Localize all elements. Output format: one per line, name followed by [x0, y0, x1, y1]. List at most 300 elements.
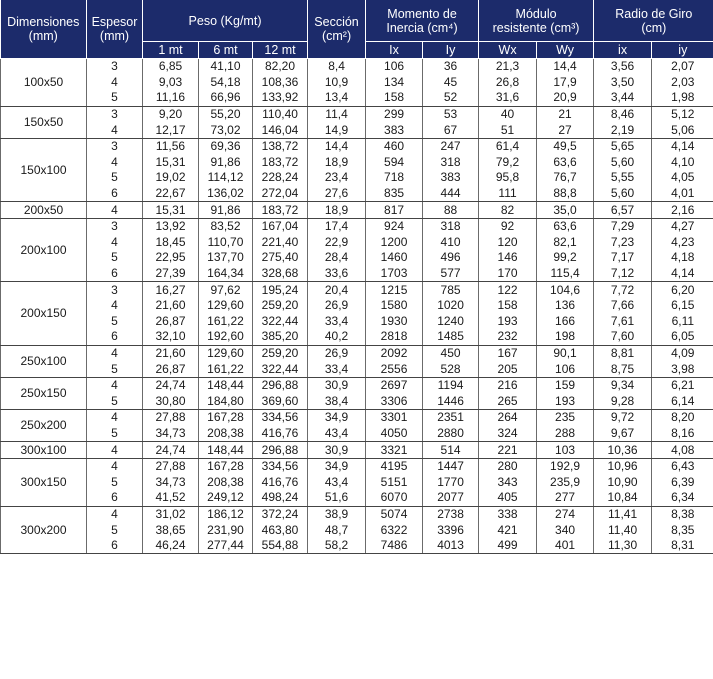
table-cell: 3301	[366, 410, 423, 426]
table-cell: 4	[87, 202, 143, 219]
table-cell: 184,80	[199, 393, 253, 409]
table-cell: 48,7	[308, 522, 366, 538]
table-cell: 4	[87, 155, 143, 171]
table-cell: 5151	[366, 474, 423, 490]
table-cell: 1,98	[652, 90, 713, 106]
table-cell: 4,09	[671, 345, 695, 360]
table-cell: 5,65	[594, 138, 652, 154]
table-cell: 27	[537, 122, 594, 138]
table-cell: 198	[537, 329, 594, 345]
table-cell: 4050	[366, 426, 423, 442]
table-cell: 205	[479, 361, 537, 377]
table-cell: 13,92	[143, 218, 199, 234]
dimension-cell: 150x100	[1, 138, 87, 201]
table-cell: 133,92	[253, 90, 308, 106]
table-row	[1, 235, 713, 251]
table-cell: 1485	[423, 329, 479, 345]
table-cell: 24,74	[143, 377, 199, 393]
table-cell: 817	[366, 202, 423, 219]
table-cell: 8,35	[671, 522, 695, 537]
header-inercia: Momento de Inercia (cm⁴)	[366, 0, 479, 42]
table-cell: 4,14	[671, 139, 695, 154]
table-cell: 17,9	[537, 75, 594, 91]
table-cell: 334,56	[253, 410, 308, 426]
table-cell: 58,2	[308, 538, 366, 554]
table-cell: 23,4	[308, 170, 366, 186]
table-cell: 8,20	[671, 410, 695, 425]
table-cell: 4	[87, 506, 143, 522]
table-cell: 82,20	[253, 59, 308, 75]
table-cell: 4	[87, 377, 143, 393]
table-cell: 120	[479, 235, 537, 251]
table-cell: 18,9	[308, 202, 366, 219]
table-cell: 4	[87, 345, 143, 361]
table-cell: 7,12	[594, 266, 652, 282]
table-cell: 6,39	[671, 474, 695, 489]
table-cell: 8,31	[652, 538, 713, 554]
table-cell: 4013	[423, 538, 479, 554]
table-cell: 167,28	[199, 410, 253, 426]
table-cell: 4,08	[652, 442, 713, 459]
table-cell: 328,68	[253, 266, 308, 282]
header-peso-12mt: 12 mt	[253, 42, 308, 59]
table-cell: 444	[423, 186, 479, 202]
table-cell: 28,4	[308, 250, 366, 266]
table-cell: 79,2	[479, 155, 537, 171]
header-peso-1mt: 1 mt	[143, 42, 199, 59]
table-cell: 67	[423, 122, 479, 138]
table-cell: 14,9	[308, 122, 366, 138]
table-cell: 26,87	[143, 361, 199, 377]
table-cell: 1200	[366, 235, 423, 251]
table-cell: 9,03	[143, 75, 199, 91]
table-cell: 385,20	[253, 329, 308, 345]
table-cell: 334,56	[253, 458, 308, 474]
dimension-cell: 100x50	[1, 59, 87, 107]
table-cell: 221,40	[253, 235, 308, 251]
table-cell: 82	[479, 202, 537, 219]
table-cell: 103	[537, 442, 594, 459]
table-cell: 3	[87, 138, 143, 154]
table-cell: 45	[423, 75, 479, 91]
dimension-cell: 250x200	[1, 410, 87, 442]
table-cell: 7,29	[594, 218, 652, 234]
table-cell: 4,01	[652, 186, 713, 202]
table-cell: 4,18	[671, 250, 695, 265]
table-cell: 11,40	[594, 522, 652, 538]
table-cell: 183,72	[253, 202, 308, 219]
table-cell: 5,60	[594, 186, 652, 202]
table-cell: 1194	[423, 377, 479, 393]
table-cell: 19,02	[143, 170, 199, 186]
table-cell: 38,4	[308, 393, 366, 409]
table-cell: 1446	[423, 393, 479, 409]
header-espesor: Espesor (mm)	[87, 0, 143, 59]
table-cell: 5	[87, 522, 143, 538]
table-cell: 5074	[366, 506, 423, 522]
table-cell: 322,44	[253, 361, 308, 377]
table-cell: 528	[423, 361, 479, 377]
table-cell: 167,28	[199, 458, 253, 474]
table-row	[1, 345, 713, 361]
table-cell: 2351	[423, 410, 479, 426]
table-cell: 6,34	[652, 490, 713, 506]
table-cell: 20,4	[308, 282, 366, 298]
table-cell: 1240	[423, 314, 479, 330]
table-cell: 9,72	[594, 410, 652, 426]
table-cell: 13,4	[308, 90, 366, 106]
table-row	[1, 329, 713, 345]
header-radio: Radio de Giro (cm)	[594, 0, 713, 42]
table-cell: 43,4	[308, 474, 366, 490]
table-cell: 7,66	[594, 298, 652, 314]
table-cell: 43,4	[308, 426, 366, 442]
table-cell: 14,4	[537, 59, 594, 75]
table-cell: 193	[537, 393, 594, 409]
table-cell: 924	[366, 218, 423, 234]
table-cell: 73,02	[199, 122, 253, 138]
table-cell: 14,4	[308, 138, 366, 154]
table-cell: 34,73	[143, 474, 199, 490]
table-cell: 111	[479, 186, 537, 202]
table-cell: 51	[479, 122, 537, 138]
table-cell: 148,44	[199, 377, 253, 393]
table-cell: 88	[423, 202, 479, 219]
table-cell: 170	[479, 266, 537, 282]
table-cell: 99,2	[537, 250, 594, 266]
table-cell: 577	[423, 266, 479, 282]
table-cell: 137,70	[199, 250, 253, 266]
table-cell: 9,34	[594, 377, 652, 393]
table-cell: 5	[87, 393, 143, 409]
table-cell: 835	[366, 186, 423, 202]
table-cell: 235	[537, 410, 594, 426]
table-cell: 129,60	[199, 298, 253, 314]
table-cell: 228,24	[253, 170, 308, 186]
table-cell: 38,9	[308, 506, 366, 522]
table-cell: 594	[366, 155, 423, 171]
header-ix: Ix	[366, 42, 423, 59]
table-cell: 30,80	[143, 393, 199, 409]
header-peso: Peso (Kg/mt)	[143, 0, 308, 42]
table-cell: 5,60	[594, 155, 652, 171]
table-row	[1, 155, 713, 171]
table-cell: 6,20	[671, 282, 695, 297]
table-row	[1, 186, 713, 202]
table-cell: 32,10	[143, 329, 199, 345]
table-cell: 1020	[423, 298, 479, 314]
table-cell: 3,98	[652, 361, 713, 377]
table-cell: 49,5	[537, 138, 594, 154]
table-cell: 1930	[366, 314, 423, 330]
table-cell: 8,38	[671, 506, 695, 521]
table-cell: 27,39	[143, 266, 199, 282]
table-row	[1, 282, 713, 298]
table-cell: 247	[423, 138, 479, 154]
table-cell: 4	[87, 298, 143, 314]
table-cell: 2818	[366, 329, 423, 345]
table-row	[1, 538, 713, 554]
table-cell: 33,4	[308, 361, 366, 377]
table-cell: 15,31	[143, 202, 199, 219]
table-cell: 514	[423, 442, 479, 459]
table-cell: 24,74	[143, 442, 199, 459]
table-cell: 7,60	[594, 329, 652, 345]
table-row	[1, 122, 713, 138]
table-cell: 2,16	[652, 202, 713, 219]
table-row	[1, 426, 713, 442]
table-cell: 66,96	[199, 90, 253, 106]
table-cell: 6	[87, 490, 143, 506]
table-cell: 35,0	[537, 202, 594, 219]
table-cell: 369,60	[253, 393, 308, 409]
table-cell: 450	[423, 345, 479, 361]
table-cell: 17,4	[308, 218, 366, 234]
table-cell: 27,88	[143, 458, 199, 474]
header-wx: Wx	[479, 42, 537, 59]
table-cell: 208,38	[199, 474, 253, 490]
table-cell: 27,6	[308, 186, 366, 202]
table-cell: 6,11	[671, 313, 695, 328]
table-cell: 3,56	[594, 59, 652, 75]
table-cell: 115,4	[537, 266, 594, 282]
table-cell: 6,85	[143, 59, 199, 75]
table-cell: 6322	[366, 522, 423, 538]
table-cell: 554,88	[253, 538, 308, 554]
table-cell: 22,95	[143, 250, 199, 266]
table-cell: 21,60	[143, 345, 199, 361]
table-cell: 460	[366, 138, 423, 154]
dimension-cell: 200x150	[1, 282, 87, 345]
table-cell: 148,44	[199, 442, 253, 459]
table-cell: 499	[479, 538, 537, 554]
table-cell: 277,44	[199, 538, 253, 554]
table-cell: 61,4	[479, 138, 537, 154]
table-cell: 12,17	[143, 122, 199, 138]
table-cell: 2697	[366, 377, 423, 393]
table-cell: 3321	[366, 442, 423, 459]
table-cell: 11,41	[594, 506, 652, 522]
table-cell: 33,6	[308, 266, 366, 282]
table-cell: 231,90	[199, 522, 253, 538]
table-cell: 318	[423, 155, 479, 171]
table-row	[1, 75, 713, 91]
table-cell: 18,45	[143, 235, 199, 251]
table-cell: 63,6	[537, 218, 594, 234]
table-cell: 26,87	[143, 314, 199, 330]
dimension-cell: 300x100	[1, 442, 87, 459]
header-ry: iy	[652, 42, 713, 59]
table-cell: 5	[87, 361, 143, 377]
table-cell: 6,57	[594, 202, 652, 219]
table-cell: 1703	[366, 266, 423, 282]
table-cell: 249,12	[199, 490, 253, 506]
table-cell: 3,44	[594, 90, 652, 106]
table-cell: 41,10	[199, 59, 253, 75]
table-cell: 51,6	[308, 490, 366, 506]
table-cell: 421	[479, 522, 537, 538]
table-cell: 158	[366, 90, 423, 106]
table-cell: 235,9	[537, 474, 594, 490]
table-cell: 259,20	[253, 345, 308, 361]
table-cell: 416,76	[253, 474, 308, 490]
table-row	[1, 218, 713, 234]
table-cell: 272,04	[253, 186, 308, 202]
header-dimensiones: Dimensiones (mm)	[1, 0, 87, 59]
table-cell: 22,9	[308, 235, 366, 251]
table-cell: 11,4	[308, 106, 366, 122]
table-cell: 20,9	[537, 90, 594, 106]
table-cell: 6	[87, 329, 143, 345]
table-cell: 1580	[366, 298, 423, 314]
table-cell: 114,12	[199, 170, 253, 186]
table-cell: 63,6	[537, 155, 594, 171]
table-cell: 82,1	[537, 235, 594, 251]
table-cell: 6,05	[652, 329, 713, 345]
table-cell: 5,55	[594, 170, 652, 186]
table-cell: 221	[479, 442, 537, 459]
table-cell: 46,24	[143, 538, 199, 554]
table-cell: 498,24	[253, 490, 308, 506]
table-row	[1, 410, 713, 426]
table-cell: 134	[366, 75, 423, 91]
table-row	[1, 361, 713, 377]
table-cell: 6,14	[652, 393, 713, 409]
table-cell: 338	[479, 506, 537, 522]
table-cell: 26,9	[308, 345, 366, 361]
table-cell: 22,67	[143, 186, 199, 202]
table-cell: 97,62	[199, 282, 253, 298]
table-cell: 496	[423, 250, 479, 266]
table-row	[1, 250, 713, 266]
table-cell: 5	[87, 170, 143, 186]
table-row	[1, 138, 713, 154]
dimension-cell: 150x50	[1, 106, 87, 138]
table-cell: 129,60	[199, 345, 253, 361]
table-cell: 161,22	[199, 361, 253, 377]
table-cell: 5,06	[652, 122, 713, 138]
table-cell: 7486	[366, 538, 423, 554]
table-cell: 5	[87, 250, 143, 266]
spec-table-body	[1, 59, 713, 554]
table-cell: 9,20	[143, 106, 199, 122]
table-row	[1, 266, 713, 282]
table-cell: 7,23	[594, 235, 652, 251]
table-cell: 5,12	[671, 107, 695, 122]
table-cell: 10,9	[308, 75, 366, 91]
table-cell: 10,90	[594, 474, 652, 490]
table-cell: 136	[537, 298, 594, 314]
table-cell: 183,72	[253, 155, 308, 171]
table-cell: 76,7	[537, 170, 594, 186]
dimension-cell: 250x150	[1, 377, 87, 409]
table-cell: 372,24	[253, 506, 308, 522]
table-cell: 4	[87, 75, 143, 91]
table-cell: 40	[479, 106, 537, 122]
table-cell: 108,36	[253, 75, 308, 91]
table-row	[1, 90, 713, 106]
header-peso-6mt: 6 mt	[199, 42, 253, 59]
table-cell: 192,9	[537, 458, 594, 474]
table-cell: 4,05	[671, 170, 695, 185]
table-cell: 36	[423, 59, 479, 75]
table-cell: 34,9	[308, 458, 366, 474]
header-rx: ix	[594, 42, 652, 59]
table-cell: 3306	[366, 393, 423, 409]
dimension-cell: 200x100	[1, 218, 87, 281]
table-cell: 30,9	[308, 377, 366, 393]
table-cell: 10,36	[594, 442, 652, 459]
table-cell: 4,14	[652, 266, 713, 282]
table-cell: 8,81	[594, 345, 652, 361]
table-cell: 6	[87, 186, 143, 202]
table-cell: 146,04	[253, 122, 308, 138]
table-cell: 232	[479, 329, 537, 345]
table-cell: 6	[87, 538, 143, 554]
table-row	[1, 490, 713, 506]
table-cell: 31,02	[143, 506, 199, 522]
table-cell: 3396	[423, 522, 479, 538]
table-cell: 2,19	[594, 122, 652, 138]
table-row	[1, 314, 713, 330]
table-cell: 9,67	[594, 426, 652, 442]
table-cell: 2,03	[671, 74, 695, 89]
table-cell: 104,6	[537, 282, 594, 298]
table-cell: 3	[87, 59, 143, 75]
table-cell: 7,61	[594, 314, 652, 330]
table-cell: 1215	[366, 282, 423, 298]
table-cell: 8,16	[652, 426, 713, 442]
table-cell: 264	[479, 410, 537, 426]
table-cell: 10,84	[594, 490, 652, 506]
table-cell: 3	[87, 282, 143, 298]
table-cell: 3	[87, 218, 143, 234]
table-cell: 192,60	[199, 329, 253, 345]
table-cell: 34,73	[143, 426, 199, 442]
table-cell: 216	[479, 377, 537, 393]
table-cell: 11,30	[594, 538, 652, 554]
table-cell: 405	[479, 490, 537, 506]
table-cell: 318	[423, 218, 479, 234]
dimension-cell: 300x200	[1, 506, 87, 554]
table-cell: 53	[423, 106, 479, 122]
table-cell: 208,38	[199, 426, 253, 442]
table-cell: 195,24	[253, 282, 308, 298]
table-cell: 416,76	[253, 426, 308, 442]
table-cell: 69,36	[199, 138, 253, 154]
table-cell: 88,8	[537, 186, 594, 202]
table-cell: 54,18	[199, 75, 253, 91]
table-cell: 159	[537, 377, 594, 393]
table-cell: 5	[87, 426, 143, 442]
table-cell: 8,46	[594, 106, 652, 122]
table-cell: 6,43	[671, 459, 695, 474]
table-cell: 11,56	[143, 138, 199, 154]
table-cell: 3,50	[594, 75, 652, 91]
table-cell: 138,72	[253, 138, 308, 154]
table-cell: 11,16	[143, 90, 199, 106]
table-cell: 6070	[366, 490, 423, 506]
table-row	[1, 522, 713, 538]
table-cell: 401	[537, 538, 594, 554]
table-cell: 7,72	[594, 282, 652, 298]
table-cell: 8,4	[308, 59, 366, 75]
table-cell: 410	[423, 235, 479, 251]
table-cell: 193	[479, 314, 537, 330]
table-cell: 52	[423, 90, 479, 106]
table-cell: 3	[87, 106, 143, 122]
table-cell: 110,40	[253, 106, 308, 122]
